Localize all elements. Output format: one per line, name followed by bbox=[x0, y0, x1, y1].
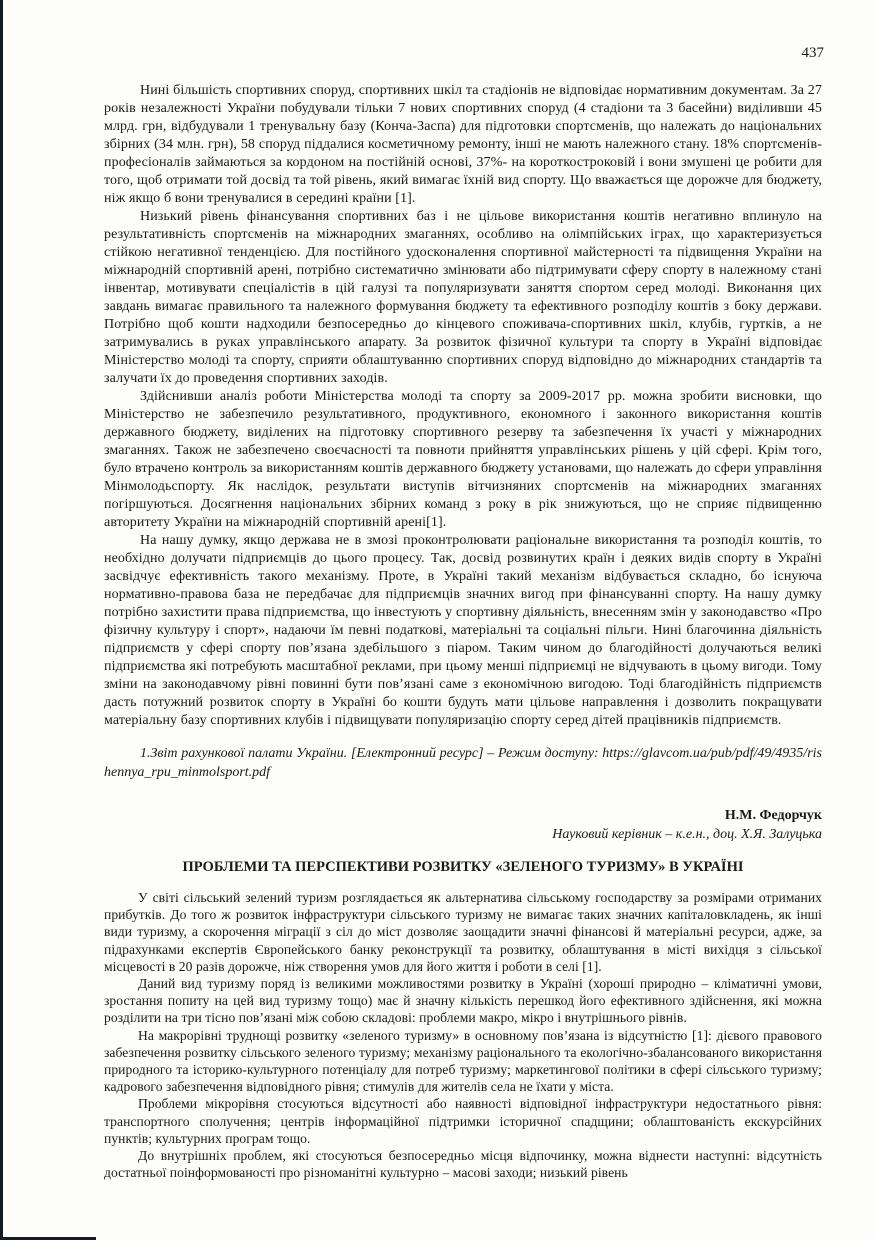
page-content bbox=[104, 82, 822, 1181]
paragraph: До внутрішніх проблем, які стосуються безпосередньо місця відпочинку, можна віднести наступні: відсутність достатньої поінформованості про різноманітні культурно – масові заходи; низький рівень bbox=[104, 1148, 822, 1181]
supervisor-line: Науковий керівник – к.е.н., доц. Х.Я. Залуцька bbox=[552, 827, 822, 842]
article-title: ПРОБЛЕМИ ТА ПЕРСПЕКТИВИ РОЗВИТКУ «ЗЕЛЕНОГО ТУРИЗМУ» В УКРАЇНІ bbox=[182, 859, 744, 875]
page-number: 437 bbox=[801, 45, 824, 61]
reference-entry bbox=[104, 744, 822, 782]
author-block bbox=[104, 806, 822, 844]
paragraph: На нашу думку, якщо держава не в змозі проконтролювати раціональне використання та розподіл коштів, то необхідно долучати підприємців до цього процесу. Так, досвід розвинутих країн і деяких видів спорту в Україні засвідчує ефективність такого механізму. Проте, в Україні такий механізм відбувається складно, бо існуюча нормативно-правова база не передбачає для підприємців значних вигод при фінансуванні спорту. На нашу думку потрібно захистити права підприємства, що інвестують у спортивну діяльність, внесенням змін у законодавство «Про фізичну культуру і спорт», надаючи їм певні податкові, матеріальні та соціальні пільги. Нині благочинна діяльність підприємств у сфері спорту пов’язана здебільшого з піаром. Таким чином до благодійності долучаються великі підприємства які потребують масштабної реклами, при цьому менші підприємці не відчувають в цьому вигоди. Тому зміни на законодавчому рівні повинні бути пов’язані саме з економічною вигодою. Тоді благодійність підприємств дасть потужний розвиток спорту в Україні бо кошти будуть мати цільове направлення і дозволить покращувати матеріальну базу спортивних клубів і підвищувати популяризацію спорту серед дітей працівників підприємств. bbox=[104, 533, 822, 728]
paragraph: Низький рівень фінансування спортивних баз і не цільове використання коштів негативно вплинуло на результативність спортсменів на міжнародних змаганнях, особливо на олімпійських іграх, що характеризується стійкою негативної тенденцією. Для постійного удосконалення спортивної майстерності та підвищення України на міжнародній спортивній арені, потрібно систематично змінювати або підтримувати сферу спорту в належному стані інвентар, мотивувати спеціалістів в цій галузі та популяризувати заняття спортом серед молоді. Виконання цих завдань вимагає правильного та належного формування бюджету та ефективного розподілу коштів з боку держави. Потрібно щоб кошти надходили безпосередньо до кінцевого споживача-спортивних шкіл, клубів, гуртків, а не затримувались в руках управлінського апарату. За розвиток фізичної культури та спорту в Україні відповідає Міністерство молоді та спорту, сприяти облаштуванню спортивних споруд відповідно до міжнародних стандартів та залучати їх до проведення спортивних заходів. bbox=[104, 209, 822, 386]
paragraph: Здійснивши аналіз роботи Міністерства молоді та спорту за 2009-2017 рр. можна зробити висновки, що Міністерство не забезпечило результативного, продуктивного, економного і законного використання коштів державного бюджету, виділених на підготовку спортивного резерву та забезпечення їх участі у міжнародних змаганнях. Також не забезпечено своєчасності та повноти прийняття управлінських рішень у цій сфері. Крім того, було втрачено контроль за використанням коштів державного бюджету установами, що належать до сфери управління Мінмолодьспорту. Як наслідок, результати виступів вітчизняних спортсменів на міжнародних змаганнях погіршуються. Досягнення національних збірних команд з року в рік знижуються, що не сприяє підвищенню авторитету України на міжнародній спортивній арені[1]. bbox=[104, 389, 822, 530]
paragraph: Проблеми мікрорівня стосуються відсутності або наявності відповідної інфраструктури недостатнього рівня: транспортного сполучення; центрів інформаційної підтримки історичної спадщини; облаштованість екскурсійних пунктів; культурних програм тощо. bbox=[104, 1096, 822, 1146]
paragraph: Нині більшість спортивних споруд, спортивних шкіл та стадіонів не відповідає нормативним документам. За 27 років незалежності України побудували тільки 7 нових спортивних споруд (4 стадіони та 3 басейни) виділивши 45 млрд. грн, відбудували 1 тренувальну базу (Конча-Заспа) для підготовки спортсменів, що належать до національних збірних (34 млн. грн), 58 споруд піддалися косметичному ремонту, інші не мають належного стану. 18% спортсменів-професіоналів займаються за кордоном на постійній основі, 37%- на короткостроковій і вони змушені це робити для того, щоб отримати той досвід та той рівень, який вимагає їхній вид спорту. Що вважається ще дорожче для бюджету, ніж якщо б вони тренувалися в середині країни [1]. bbox=[104, 83, 822, 206]
reference-text: 1.Звіт рахункової палати України. [Електронний ресурс] – Режим доступу: bbox=[140, 746, 599, 761]
paragraph: У світі сільський зелений туризм розглядається як альтернатива сільському господарству за розмірами отриманих прибутків. До того ж розвиток інфраструктури сільського туризму не вимагає таких значних капіталовкладень, як інші види туризму, а скорочення міграції з сіл до міст дозволяє заощадити значні фінансові й матеріальні ресурси, адже, за підрахунками експертів Європейського банку реконструкції та розвитку, облаштування в місті вихідця з сільської місцевості в 20 разів дорожче, ніж створення умов для його життя і роботи в селі [1]. bbox=[104, 890, 822, 974]
scan-edge-artifact-left bbox=[0, 0, 3, 1240]
author-name: Н.М. Федорчук bbox=[724, 808, 822, 823]
paragraph: На макрорівні труднощі розвитку «зеленого туризму» в основному пов’язана із відсутністю [1]: дієвого правового забезпечення розвитку сільського зеленого туризму; механізму раціонального та екологічно-збалансованого використання природного та історико-культурного потенціалу для потреб туризму; маркетингової політики в сфері сільського туризму; кадрового забезпечення відповідного рівня; стимулів для жителів села не їхати у міста. bbox=[104, 1027, 822, 1095]
paragraph: Даний вид туризму поряд із великими можливостями розвитку в Україні (хороші природно – кліматичні умови, зростання попиту на цей вид туризму тощо) має й значну кількість перешкод його ефективного здійснення, які можна розділити на три тісно пов’язані між собою складові: проблеми макро, мікро і внутрішнього рівнів. bbox=[104, 976, 822, 1026]
reference-url: https://glavcom.ua/pub/pdf/49/4935/rishennya_rpu_minmolsport.pdf bbox=[104, 746, 822, 780]
